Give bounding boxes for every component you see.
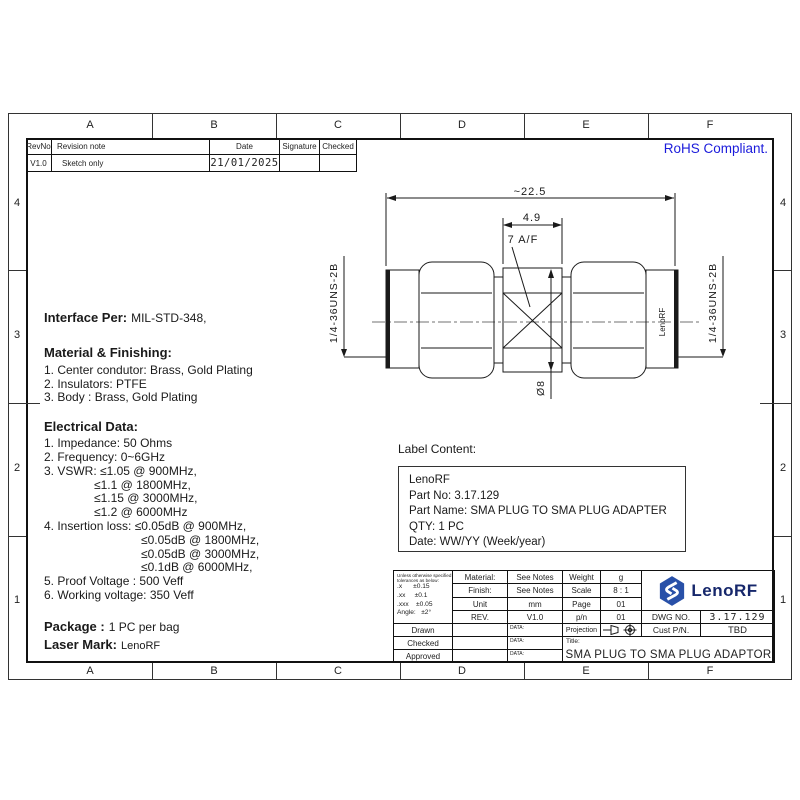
checked-date-cell: DATA: bbox=[508, 637, 563, 650]
part-number-value: 01 bbox=[601, 611, 642, 624]
grid-col-label: B bbox=[210, 119, 218, 131]
page-label: Page bbox=[563, 598, 601, 611]
leader-line bbox=[512, 247, 530, 307]
interface-value: MIL-STD-348, bbox=[131, 311, 207, 325]
material-title: Material & Finishing: bbox=[44, 344, 172, 360]
rev-value: V1.0 bbox=[508, 611, 563, 624]
label-content-box bbox=[398, 466, 686, 552]
tolerance-note: Unless otherwise specified bbox=[397, 573, 452, 578]
overall-length-dimension: ~22.5 bbox=[513, 186, 547, 198]
zone-tick bbox=[400, 113, 401, 138]
arrowhead bbox=[548, 269, 554, 278]
drawn-date-cell: DATA: bbox=[508, 624, 563, 637]
revision-cell-checked bbox=[320, 155, 357, 172]
material-value: See Notes bbox=[508, 571, 563, 584]
arrowhead bbox=[341, 349, 347, 357]
electrical-line: 1. Impedance: 50 Ohms bbox=[44, 436, 173, 451]
dwg-no-label: DWG NO. bbox=[642, 611, 701, 624]
arrowhead bbox=[503, 222, 512, 228]
zone-tick bbox=[152, 113, 153, 138]
label-content-heading: Label Content: bbox=[398, 442, 477, 456]
tolerance-note: tolerances as below: bbox=[397, 578, 439, 584]
package-value: 1 PC per bag bbox=[108, 619, 180, 634]
zone-tick bbox=[648, 663, 649, 680]
left-hex-nut bbox=[419, 262, 494, 378]
revision-header-note: Revision note bbox=[52, 138, 210, 155]
electrical-line: 6. Working voltage: 350 Veff bbox=[44, 587, 194, 602]
projection-label: Projection bbox=[563, 624, 601, 637]
tolerance-box bbox=[394, 571, 453, 624]
zone-tick bbox=[774, 270, 792, 271]
first-angle-projection-icon bbox=[602, 624, 640, 636]
zone-tick bbox=[8, 270, 26, 271]
electrical-line: 2. Frequency: 0~6GHz bbox=[44, 449, 166, 464]
arrowhead bbox=[548, 362, 554, 371]
approved-signature-cell bbox=[453, 650, 508, 663]
tolerance-row: .xxx ±0.05 bbox=[397, 600, 433, 608]
left-barrel bbox=[386, 270, 419, 368]
revision-header-revno: RevNo bbox=[26, 138, 52, 155]
zone-tick bbox=[8, 403, 40, 404]
zone-tick bbox=[276, 113, 277, 138]
electrical-title: Electrical Data: bbox=[44, 419, 138, 435]
laser-mark-line bbox=[44, 638, 374, 654]
grid-col-label: F bbox=[706, 119, 714, 131]
electrical-line: ≤0.05dB @ 1800MHz, bbox=[141, 532, 260, 547]
approved-label: Approved bbox=[394, 650, 453, 663]
laser-mark-value: LenoRF bbox=[120, 639, 161, 652]
zone-tick bbox=[524, 663, 525, 680]
diameter-dimension: Ø8 bbox=[535, 379, 547, 397]
tolerance-row: Angle: ±2° bbox=[397, 609, 432, 617]
label-line: Part Name: SMA PLUG TO SMA PLUG ADAPTER bbox=[409, 505, 667, 517]
logo-brand-text: LenoRF bbox=[691, 580, 758, 600]
unit-value: mm bbox=[508, 598, 563, 611]
checked-label: Checked bbox=[394, 637, 453, 650]
grid-col-label: E bbox=[582, 119, 590, 131]
label-line: LenoRF bbox=[409, 474, 450, 486]
part-number-label: p/n bbox=[563, 611, 601, 624]
label-line: Part No: 3.17.129 bbox=[409, 489, 500, 502]
package-line bbox=[44, 620, 374, 635]
right-thread-callout: 1/4-36UNS-2B bbox=[707, 262, 719, 344]
zone-tick bbox=[276, 663, 277, 680]
drawing-title: SMA PLUG TO SMA PLUG ADAPTOR bbox=[565, 649, 772, 661]
electrical-line: 5. Proof Voltage : 500 Veff bbox=[44, 574, 184, 589]
grid-col-label: D bbox=[458, 665, 466, 677]
tolerance-row: .xx ±0.1 bbox=[397, 592, 428, 599]
grid-row-label: 3 bbox=[13, 329, 21, 341]
electrical-line: 4. Insertion loss: ≤0.05dB @ 900MHz, bbox=[44, 518, 247, 533]
projection-symbol-cell bbox=[601, 624, 642, 637]
revision-cell-date: 21/01/2025 bbox=[210, 155, 280, 172]
grid-row-label: 4 bbox=[13, 197, 21, 209]
label-line: QTY: 1 PC bbox=[409, 520, 464, 533]
grid-row-label: 1 bbox=[13, 594, 21, 606]
arrowhead bbox=[720, 349, 726, 357]
interface-label: Interface Per: bbox=[44, 310, 128, 325]
electrical-line: ≤0.1dB @ 6000MHz, bbox=[141, 560, 253, 575]
left-thread-callout: 1/4-36UNS-2B bbox=[328, 262, 340, 344]
right-end-chamfer bbox=[674, 270, 678, 368]
finish-label: Finish: bbox=[453, 584, 508, 598]
revision-table bbox=[26, 138, 357, 172]
revision-header-signature: Signature bbox=[280, 138, 320, 155]
zone-tick bbox=[648, 113, 649, 138]
material-item: 2. Insulators: PTFE bbox=[44, 376, 147, 391]
material-item: 3. Body : Brass, Gold Plating bbox=[44, 390, 198, 405]
arrowhead bbox=[387, 195, 396, 201]
lenorf-logo-icon bbox=[658, 575, 686, 607]
zone-tick bbox=[760, 403, 792, 404]
approved-date-cell: DATA: bbox=[508, 650, 563, 663]
grid-row-label: 1 bbox=[779, 594, 787, 606]
arrowhead bbox=[553, 222, 562, 228]
package-label: Package : bbox=[44, 618, 105, 634]
grid-col-label: A bbox=[86, 119, 94, 131]
grid-row-label: 3 bbox=[779, 329, 787, 341]
title-cell bbox=[563, 637, 775, 663]
rohs-compliant-note: RoHS Compliant. bbox=[663, 141, 768, 156]
grid-row-label: 2 bbox=[779, 462, 787, 474]
left-end-chamfer bbox=[386, 270, 390, 368]
zone-tick bbox=[400, 663, 401, 680]
logo-cell bbox=[642, 571, 775, 611]
weight-value: g bbox=[601, 571, 642, 584]
electrical-line: 3. VSWR: ≤1.05 @ 900MHz, bbox=[44, 463, 197, 478]
unit-label: Unit bbox=[453, 598, 508, 611]
electrical-line: ≤1.1 @ 1800MHz, bbox=[94, 477, 191, 492]
material-item: 1. Center condutor: Brass, Gold Plating bbox=[44, 362, 253, 377]
grid-row-label: 4 bbox=[779, 197, 787, 209]
page-value: 01 bbox=[601, 598, 642, 611]
grid-col-label: C bbox=[334, 119, 342, 131]
revision-cell-revno: V1.0 bbox=[26, 155, 52, 172]
zone-tick bbox=[8, 536, 26, 537]
electrical-line: ≤1.15 @ 3000MHz, bbox=[94, 491, 198, 506]
electrical-line: ≤1.2 @ 6000MHz bbox=[94, 505, 188, 520]
title-block bbox=[393, 570, 775, 662]
scale-label: Scale bbox=[563, 584, 601, 598]
grid-row-label: 2 bbox=[13, 462, 21, 474]
dwg-no-value: 3.17.129 bbox=[701, 611, 775, 624]
revision-header-date: Date bbox=[210, 138, 280, 155]
zone-tick bbox=[152, 663, 153, 680]
revision-cell-note: Sketch only bbox=[52, 155, 210, 172]
grid-col-label: E bbox=[582, 665, 590, 677]
grid-col-label: A bbox=[86, 665, 94, 677]
rev-label: REV. bbox=[453, 611, 508, 624]
laser-mark-label: Laser Mark: bbox=[44, 636, 117, 652]
arrowhead bbox=[665, 195, 674, 201]
grid-col-label: C bbox=[334, 665, 342, 677]
grid-col-label: F bbox=[706, 665, 714, 677]
label-line: Date: WW/YY (Week/year) bbox=[409, 536, 546, 548]
revision-cell-signature bbox=[280, 155, 320, 172]
center-width-dimension: 4.9 bbox=[522, 212, 542, 224]
title-label: Title: bbox=[566, 638, 580, 645]
across-flats-dimension: 7 A/F bbox=[507, 234, 539, 246]
checked-signature-cell bbox=[453, 637, 508, 650]
scale-value: 8 : 1 bbox=[601, 584, 642, 598]
zone-tick bbox=[524, 113, 525, 138]
adapter-technical-drawing bbox=[300, 183, 760, 405]
cust-pn-value: TBD bbox=[701, 624, 775, 637]
cust-pn-label: Cust P/N. bbox=[642, 624, 701, 637]
grid-col-label: B bbox=[210, 665, 218, 677]
finish-value: See Notes bbox=[508, 584, 563, 598]
drawn-signature-cell bbox=[453, 624, 508, 637]
tolerance-row: .x ±0.15 bbox=[397, 583, 430, 591]
right-hex-nut bbox=[571, 262, 646, 378]
zone-tick bbox=[774, 536, 792, 537]
right-groove bbox=[562, 277, 571, 363]
left-groove bbox=[494, 277, 503, 363]
weight-label: Weight bbox=[563, 571, 601, 584]
electrical-line: ≤0.05dB @ 3000MHz, bbox=[141, 546, 260, 561]
drawn-label: Drawn bbox=[394, 624, 453, 637]
grid-col-label: D bbox=[458, 119, 466, 131]
revision-header-checked: Checked bbox=[320, 138, 357, 155]
material-label: Material: bbox=[453, 571, 508, 584]
body-laser-mark: LenoRF bbox=[658, 307, 667, 337]
